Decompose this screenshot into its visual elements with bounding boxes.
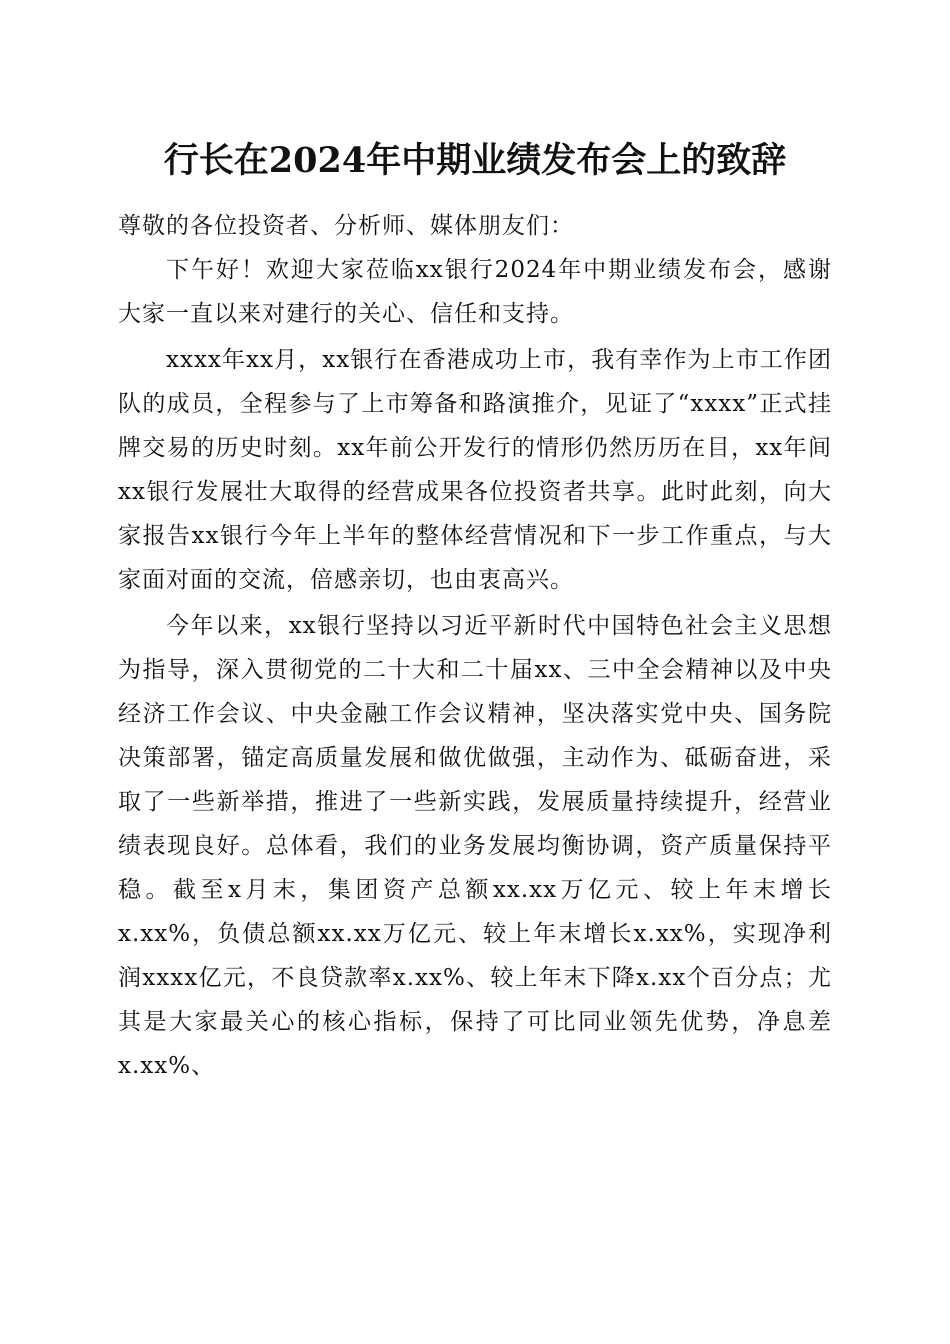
paragraph-greeting: 下午好！欢迎大家莅临xx银行2024年中期业绩发布会，感谢大家一直以来对建行的关心、信任和支持。 (118, 257, 832, 327)
document-body (118, 205, 832, 1088)
salutation: 尊敬的各位投资者、分析师、媒体朋友们： (118, 213, 574, 239)
paragraph-listing-history: xxxx年xx月，xx银行在香港成功上市，我有幸作为上市工作团队的成员，全程参与了上市筹备和路演推介，见证了“xxxx”正式挂牌交易的历史时刻。xx年前公开发行的情形仍然历历在目，xx年间xx银行发展壮大取得的经营成果各位投资者共享。此时此刻，向大家报告xx银行今年上半年的整体经营情况和下一步工作重点，与大家面对面的交流，倍感亲切，也由衷高兴。 (118, 347, 832, 593)
paragraph-performance: 今年以来，xx银行坚持以习近平新时代中国特色社会主义思想为指导，深入贯彻党的二十大和二十届xx、三中全会精神以及中央经济工作会议、中央金融工作会议精神，坚决落实党中央、国务院决策部署，锚定高质量发展和做优做强，主动作为、砥砺奋进，采取了一些新举措，推进了一些新实践，发展质量持续提升，经营业绩表现良好。总体看，我们的业务发展均衡协调，资产质量保持平稳。截至x月末，集团资产总额xx.xx万亿元、较上年末增长x.xx%，负债总额xx.xx万亿元、较上年末增长x.xx%，实现净利润xxxx亿元，不良贷款率x.xx%、较上年末下降x.xx个百分点；尤其是大家最关心的核心指标，保持了可比同业领先优势，净息差x.xx%、 (118, 613, 832, 1079)
document-title: 行长在2024年中期业绩发布会上的致辞 (163, 140, 787, 181)
